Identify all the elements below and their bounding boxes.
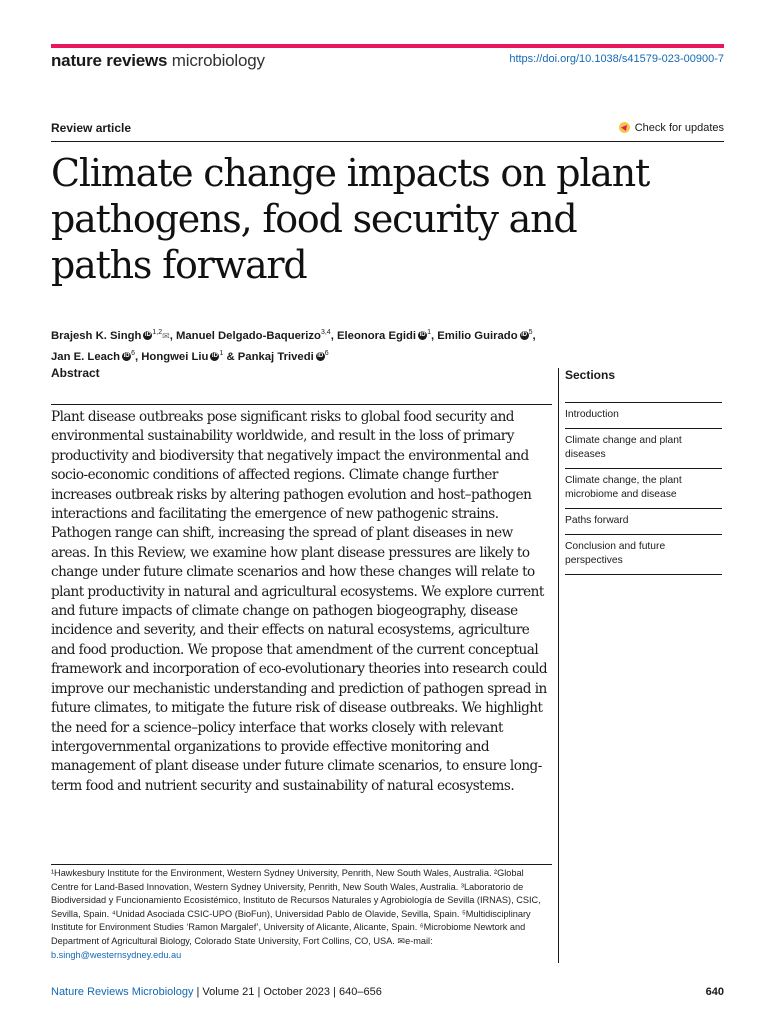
author-affiliation: 3,4: [320, 329, 331, 336]
author-affiliation: 1: [427, 329, 431, 336]
sections-heading: Sections: [565, 368, 722, 403]
author-affiliation: 6: [324, 349, 329, 357]
journal-name-bold: nature reviews: [51, 51, 168, 70]
affiliations: [51, 867, 551, 962]
author-name[interactable]: Manuel Delgado-Baquerizo: [175, 329, 321, 342]
author-name[interactable]: Emilio Guirado: [437, 329, 518, 342]
orcid-icon[interactable]: iD: [419, 332, 426, 339]
author-name[interactable]: Jan E. Leach: [51, 350, 121, 363]
author-affiliation: 5: [528, 329, 533, 336]
author-affiliation: 1,2: [152, 329, 163, 336]
abstract-rule: [51, 404, 552, 405]
check-updates-label: Check for updates: [634, 121, 724, 134]
page-footer: [51, 986, 724, 998]
header-rule: [51, 141, 724, 142]
footnote-rule: [51, 864, 552, 865]
author-list: Brajesh K. Singh iD $^{1,2}$✉, Manuel Delgado-Baquerizo$^{3,4}$, Eleonora Egidi iD $^1$, Emilio Guirado iD $^5$, Jan E. Leach iD $^6$, Hongwei Liu iD $^1$ & Pankaj Trivedi iD $^6$: [51, 329, 536, 363]
sections-divider: [558, 368, 559, 963]
abstract-heading: Abstract: [51, 366, 100, 380]
article-title: Climate change impacts on plant pathogens, food security and paths forward: [51, 151, 650, 287]
journal-name-light: microbiology: [171, 51, 265, 70]
orcid-icon[interactable]: iD: [521, 332, 528, 339]
section-link-paths-forward[interactable]: Paths forward: [565, 509, 722, 535]
footer-issue: | Volume 21 | October 2023 | 640–656: [193, 986, 382, 998]
abstract-text: Plant disease outbreaks pose significant risks to global food security and environmental sustainability worldwide, and result in the loss of primary productivity and biodiversity that negatively impact the environmental and socio-economic conditions of affected regions. Climate change further increases outbreak risks by altering pathogen evolution and host–pathogen interactions and facilitating the emergence of new pathogenic strains. Pathogen range can shift, increasing the spread of plant diseases in new areas. In this Review, we examine how plant disease pressures are likely to change under future climate scenarios and how these changes will relate to plant productivity in natural and agricultural ecosystems. We explore current and future impacts of climate change on pathogen biogeography, disease incidence and severity, and their effects on natural ecosystems, agriculture and food production. We propose that amendment of the current conceptual framework and incorporation of eco-evolutionary theories into research could improve our mechanistic understanding and prediction of pathogen spread in future climates, to mitigate the future risk of disease outbreaks. We highlight the need for a science–policy interface that works closely with relevant intergovernmental organizations to provide effective monitoring and management of plant disease under future climate scenarios, to ensure long-term food and nutrient security and sustainability of natural ecosystems.: [51, 409, 547, 794]
author-affiliation: 1: [219, 349, 224, 357]
section-link-introduction[interactable]: Introduction: [565, 403, 722, 429]
check-updates-button[interactable]: [618, 121, 724, 134]
orcid-icon[interactable]: iD: [317, 353, 324, 360]
journal-name: [51, 51, 265, 71]
mail-icon: ✉: [397, 935, 406, 946]
email-label: e-mail:: [405, 935, 433, 946]
author-name[interactable]: Brajesh K. Singh: [51, 329, 142, 342]
footer-journal[interactable]: Nature Reviews Microbiology: [51, 986, 194, 998]
doi-link[interactable]: https://doi.org/10.1038/s41579-023-00900-7: [509, 53, 724, 65]
orcid-icon[interactable]: iD: [144, 332, 151, 339]
orcid-icon[interactable]: iD: [211, 353, 218, 360]
sections-panel: [565, 368, 722, 575]
article-type: Review article: [51, 121, 132, 135]
author-affiliation: 6: [131, 349, 135, 357]
check-updates-icon: [618, 121, 631, 134]
section-link-conclusion[interactable]: Conclusion and future perspectives: [565, 535, 722, 575]
section-link-plant-microbiome[interactable]: Climate change, the plant microbiome and disease: [565, 469, 722, 509]
page-number: 640: [705, 986, 724, 998]
corresponding-email-link[interactable]: b.singh@westernsydney.edu.au: [51, 949, 182, 960]
brand-bar: [51, 44, 724, 48]
author-name[interactable]: Hongwei Liu: [141, 350, 209, 363]
orcid-icon[interactable]: iD: [123, 353, 130, 360]
author-name[interactable]: Eleonora Egidi: [336, 329, 417, 342]
mail-icon[interactable]: ✉: [162, 330, 170, 341]
affiliations-text: ¹Hawkesbury Institute for the Environment, Western Sydney University, Penrith, New South Wales, Australia. ²Global Centre for Land-Based Innovation, Western Sydney University, Penrith, New South Wales, Australia. ³Laboratorio de Biodiversidad y Funcionamiento Ecosistémico, Instituto de Recursos Naturales y Agrobiología de Sevilla (IRNAS), CSIC, Sevilla, Spain. ⁴Unidad Asociada CSIC-UPO (BioFun), Universidad Pablo de Olavide, Sevilla, Spain. ⁵Multidisciplinary Institute for Environment Studies ‘Ramon Margalef’, University of Alicante, Alicante, Spain. ⁶Microbiome Newtork and Department of Agricultural Biology, Colorado State University, Fort Collins, CO, USA.: [51, 868, 541, 946]
author-name[interactable]: Pankaj Trivedi: [237, 350, 314, 363]
section-link-climate-change-plant-diseases[interactable]: Climate change and plant diseases: [565, 429, 722, 469]
